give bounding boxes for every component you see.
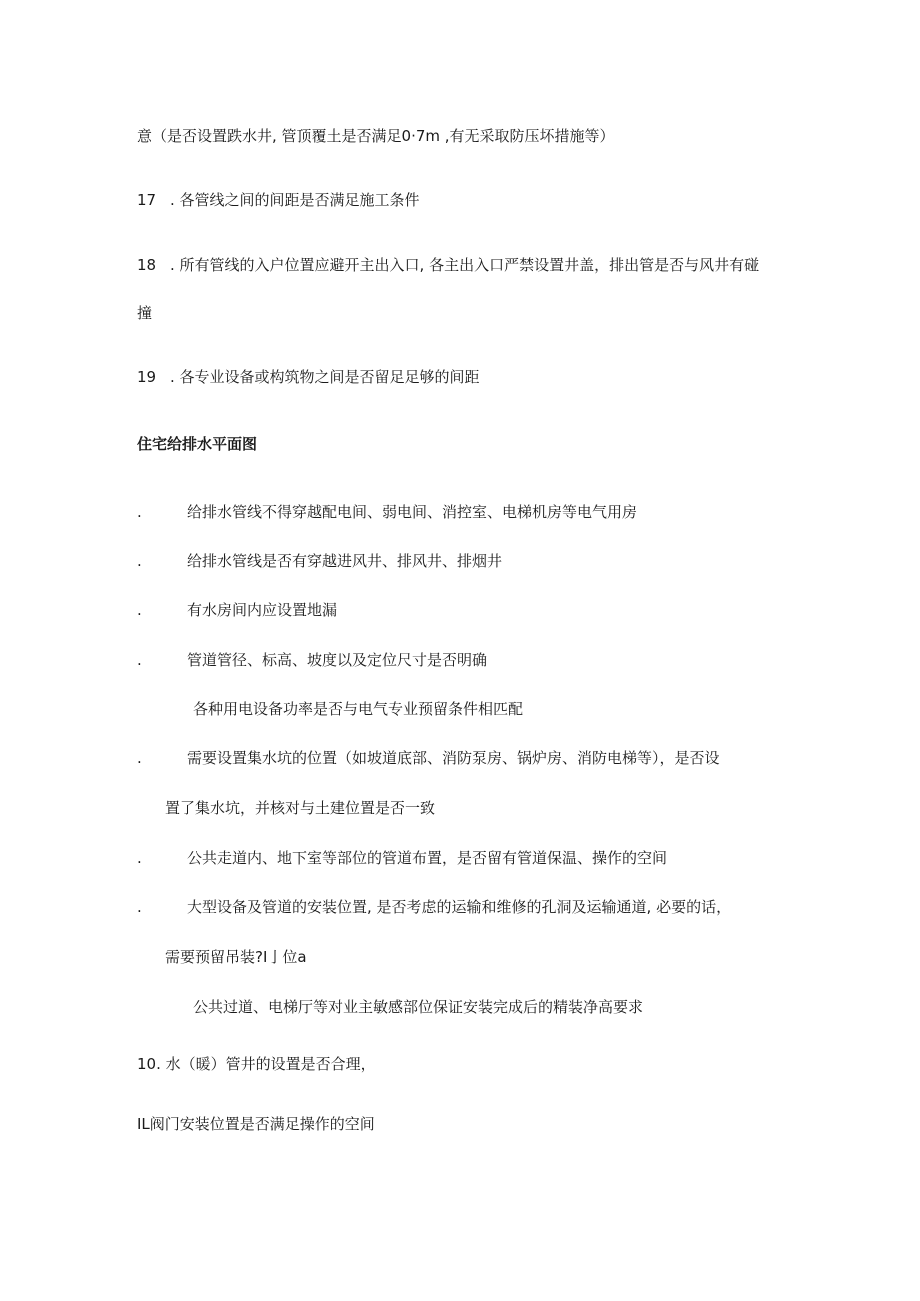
item-number: 19 [137, 368, 157, 386]
list-marker: . [137, 849, 142, 867]
numbered-item: 10. 水（暖）管井的设置是否合理， [137, 1055, 376, 1073]
checklist-item-continuation: 置了集水坑，并核对与土建位置是否一致 [165, 799, 436, 817]
section-title: 住宅给排水平面图 [137, 435, 258, 453]
list-marker: . [137, 651, 142, 669]
checklist-item: 大型设备及管道的安装位置, 是否考虑的运输和维修的孔洞及运输通道, 必要的话， [187, 898, 732, 916]
checklist-item: 各种用电设备功率是否与电气专业预留条件相匹配 [193, 700, 524, 718]
checklist-item: 管道管径、标高、坡度以及定位尺寸是否明确 [187, 651, 488, 669]
item-text: . 所有管线的入户位置应避开主出入口, 各主出入口严禁设置井盖，排出管是否与风井有碰 [170, 256, 760, 274]
list-marker: . [137, 749, 142, 767]
list-marker: . [137, 601, 142, 619]
checklist-item: 公共过道、电梯厅等对业主敏感部位保证安装完成后的精装净高要求 [193, 998, 644, 1016]
item-number: 17 [137, 191, 157, 209]
numbered-item: IL阀门安装位置是否满足操作的空间 [137, 1115, 375, 1133]
list-marker: . [137, 898, 142, 916]
checklist-item: 给排水管线不得穿越配电间、弱电间、消控室、电梯机房等电气用房 [187, 503, 638, 521]
item-text: . 各专业设备或构筑物之间是否留足足够的间距 [170, 368, 480, 386]
list-marker: . [137, 503, 142, 521]
item-number: 18 [137, 256, 157, 274]
item-text: . 各管线之间的间距是否满足施工条件 [170, 191, 420, 209]
continuation-text: 意（是否设置跌水井, 管顶覆土是否满足0·7m ,有无采取防压坏措施等） [137, 127, 615, 145]
checklist-item: 给排水管线是否有穿越进风井、排风井、排烟井 [187, 552, 503, 570]
item-text-continuation: 撞 [137, 304, 153, 322]
checklist-item: 有水房间内应设置地漏 [187, 601, 338, 619]
checklist-item: 公共走道内、地下室等部位的管道布置，是否留有管道保温、操作的空间 [187, 849, 668, 867]
list-marker: . [137, 552, 142, 570]
checklist-item: 需要设置集水坑的位置（如坡道底部、消防泵房、锅炉房、消防电梯等），是否设 [187, 749, 720, 767]
checklist-item-continuation: 需要预留吊装?I亅位a [165, 948, 307, 966]
